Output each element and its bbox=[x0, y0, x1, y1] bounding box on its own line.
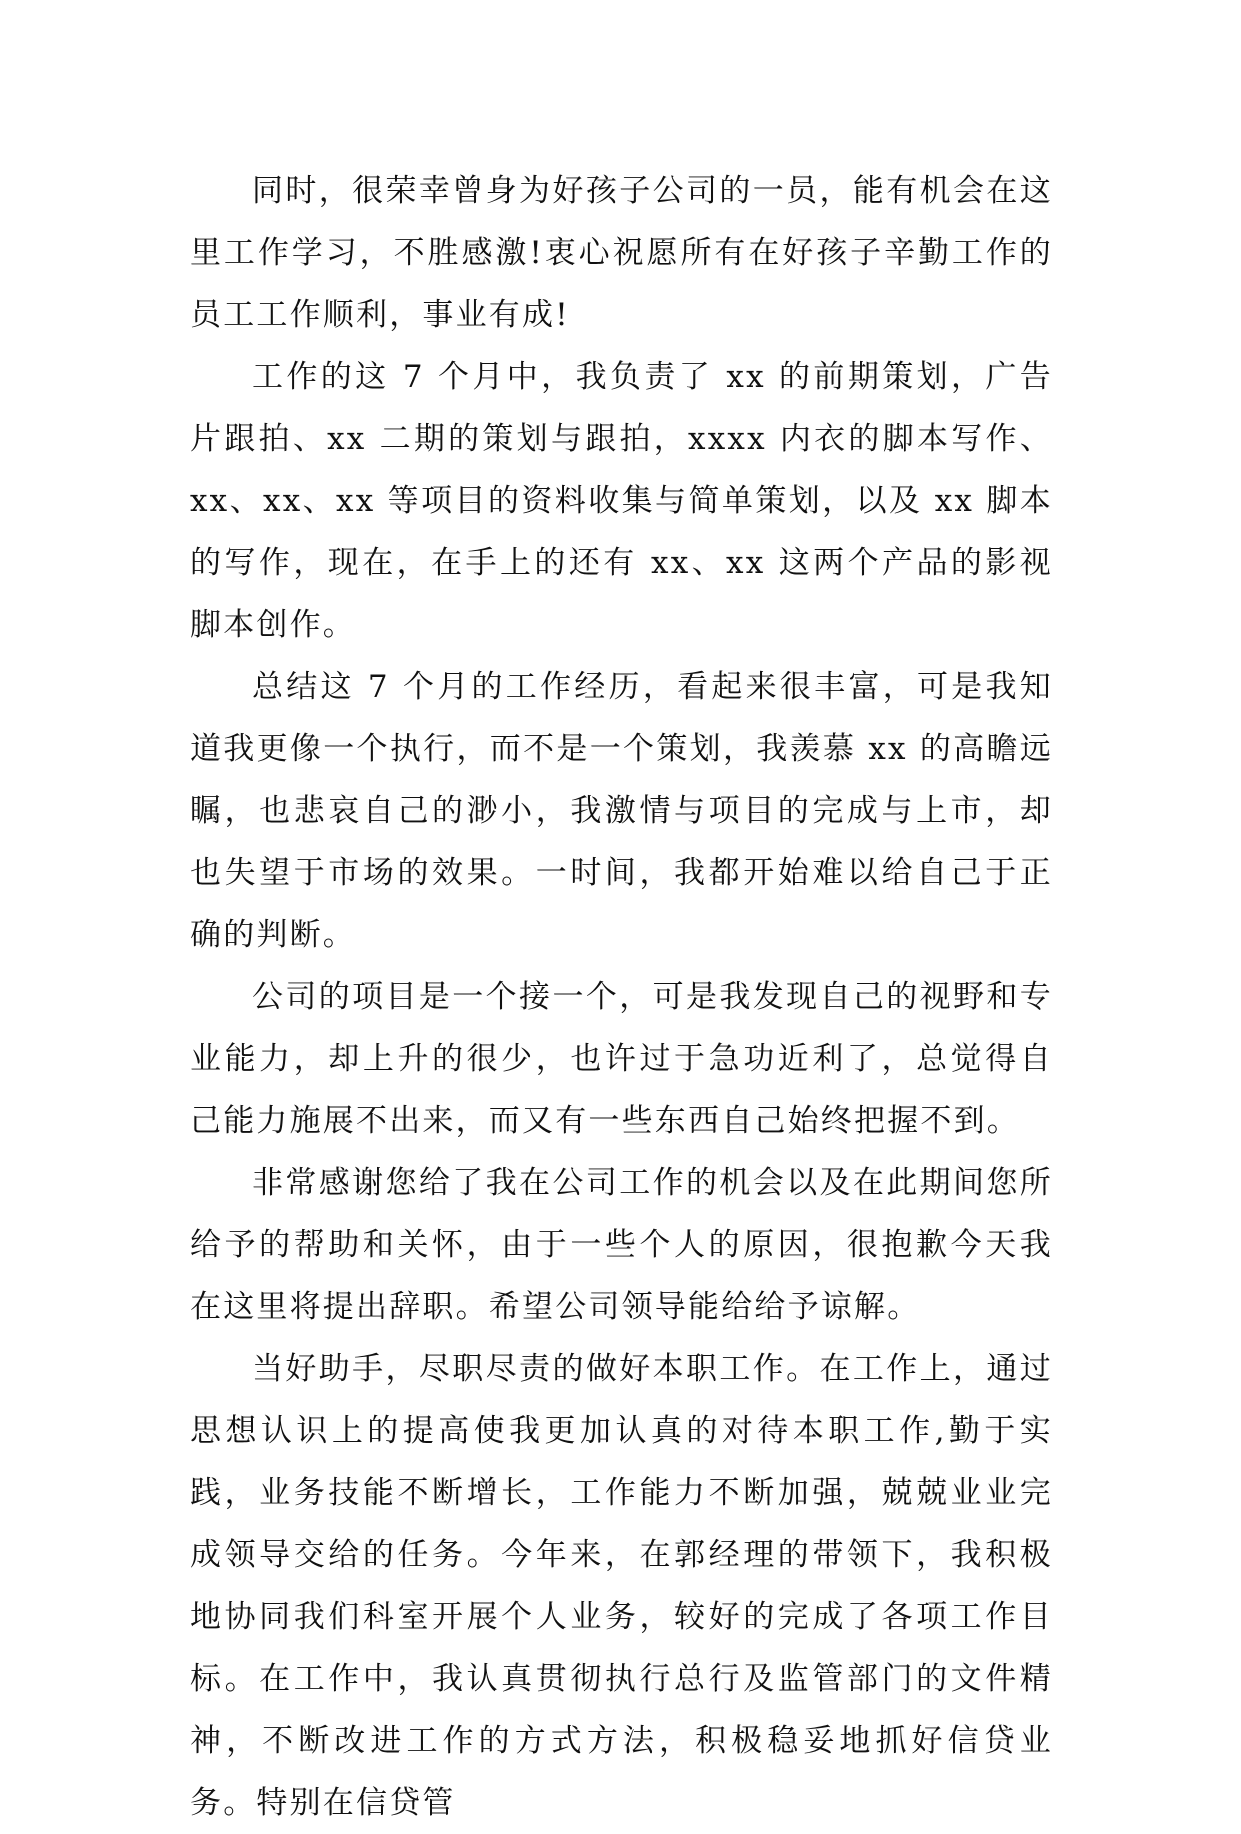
paragraph-resignation: 非常感谢您给了我在公司工作的机会以及在此期间您所给予的帮助和关怀，由于一些个人的原因，很抱歉今天我在这里将提出辞职。希望公司领导能给给予谅解。 bbox=[190, 1165, 1053, 1325]
paragraph-work-summary: 工作的这 7 个月中，我负责了 xx 的前期策划，广告片跟拍、xx 二期的策划与跟拍，xxxx 内衣的脚本写作、xx、xx、xx 等项目的资料收集与简单策划，以及 xx 脚本的写作，现在，在手上的还有 xx、xx 这两个产品的影视脚本创作。 bbox=[190, 359, 1053, 643]
paragraph-reflection: 总结这 7 个月的工作经历，看起来很丰富，可是我知道我更像一个执行，而不是一个策划，我羡慕 xx 的高瞻远瞩，也悲哀自己的渺小，我激情与项目的完成与上市，却也失望于市场的效果。一时间，我都开始难以给自己于正确的判断。 bbox=[190, 669, 1053, 953]
paragraph-growth: 公司的项目是一个接一个，可是我发现自己的视野和专业能力，却上升的很少，也许过于急功近利了，总觉得自己能力施展不出来，而又有一些东西自己始终把握不到。 bbox=[190, 979, 1053, 1139]
paragraph-duties: 当好助手，尽职尽责的做好本职工作。在工作上，通过思想认识上的提高使我更加认真的对待本职工作,勤于实践，业务技能不断增长，工作能力不断加强，兢兢业业完成领导交给的任务。今年来，在郭经理的带领下，我积极地协同我们科室开展个人业务，较好的完成了各项工作目标。在工作中，我认真贯彻执行总行及监管部门的文件精神，不断改进工作的方式方法，积极稳妥地抓好信贷业务。特别在信贷管 bbox=[190, 1351, 1053, 1821]
paragraph-gratitude: 同时，很荣幸曾身为好孩子公司的一员，能有机会在这里工作学习，不胜感激!衷心祝愿所有在好孩子辛勤工作的员工工作顺利，事业有成! bbox=[190, 173, 1053, 333]
document-body bbox=[190, 160, 1053, 1834]
